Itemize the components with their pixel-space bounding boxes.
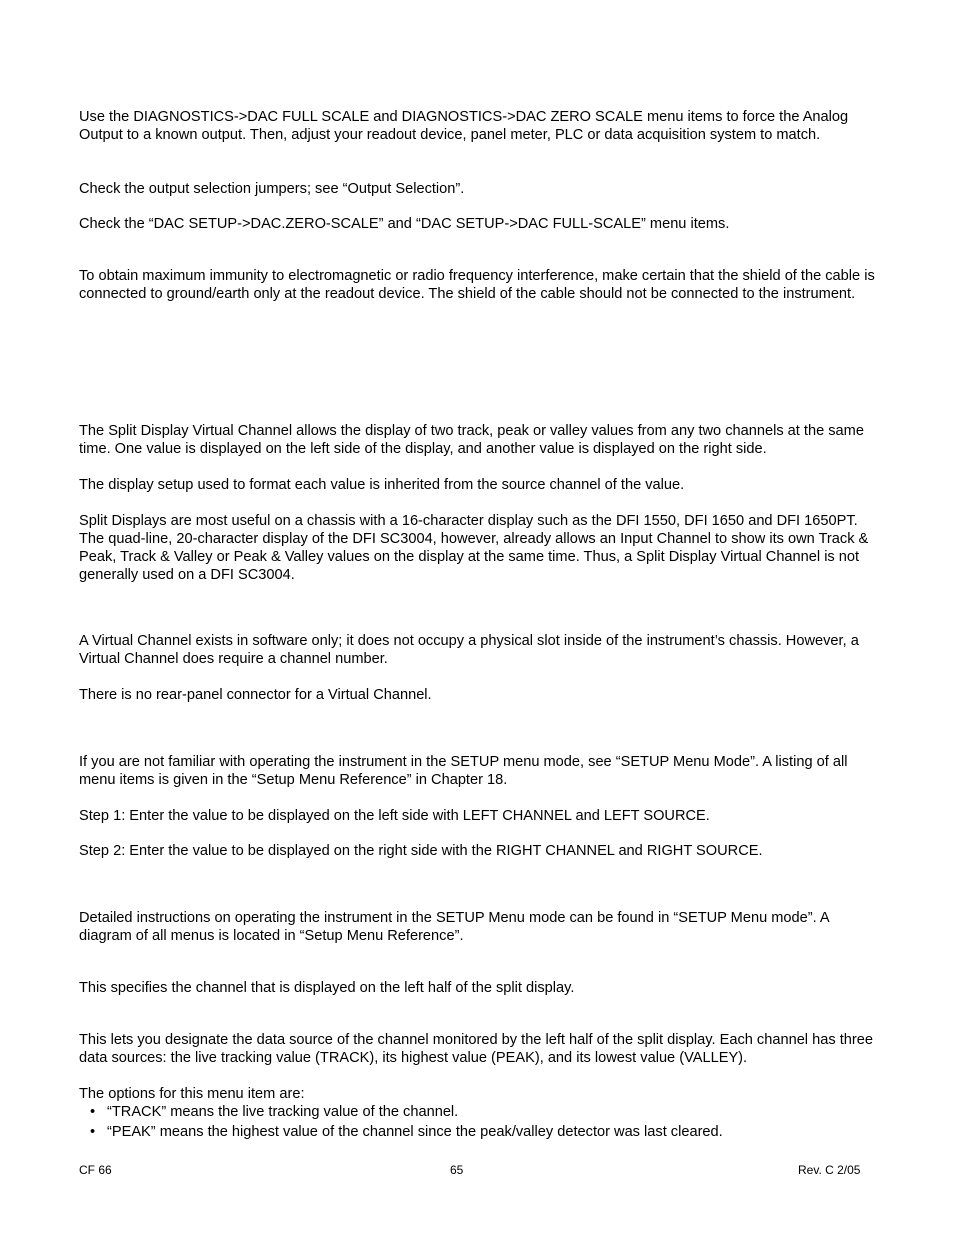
paragraph-display-setup: The display setup used to format each value is inherited from the source channel of the value.	[79, 477, 685, 493]
paragraph-options-intro: The options for this menu item are:	[79, 1086, 305, 1102]
list-item: • “TRACK” means the live tracking value of the channel.	[90, 1102, 897, 1122]
paragraph-left-source: This lets you designate the data source of the channel monitored by the left half of the split display. Each channel has three data sources: the live tracking value (TRACK), its highest value (PEAK), and its lowest value (VALLEY).	[79, 1032, 873, 1066]
paragraph-shield: To obtain maximum immunity to electromagnetic or radio frequency interference, make certain that the shield of the cable is connected to ground/earth only at the readout device. The shield of the cable should not be connected to the instrument.	[79, 268, 875, 302]
paragraph-dac-setup: Check the “DAC SETUP->DAC.ZERO-SCALE” and “DAC SETUP->DAC FULL-SCALE” menu items.	[79, 216, 730, 232]
paragraph-split-display-intro: The Split Display Virtual Channel allows the display of two track, peak or valley values from any two channels at the same time. One value is displayed on the left side of the display, and another value is displayed on the right side.	[79, 423, 864, 457]
paragraph-dac-scale: Use the DIAGNOSTICS->DAC FULL SCALE and DIAGNOSTICS->DAC ZERO SCALE menu items to force the Analog Output to a known output. Then, adjust your readout device, panel meter, PLC or data acquisition system to match.	[79, 109, 849, 143]
footer-page-number: 65	[450, 1163, 464, 1177]
footer-revision: Rev. C 2/05	[798, 1163, 861, 1177]
paragraph-setup-instructions: Detailed instructions on operating the instrument in the SETUP Menu mode can be found in “SETUP Menu mode”. A diagram of all menus is located in “Setup Menu Reference”.	[79, 910, 829, 944]
paragraph-step-2: Step 2: Enter the value to be displayed on the right side with the RIGHT CHANNEL and RIGHT SOURCE.	[79, 843, 763, 859]
paragraph-split-display-usage: Split Displays are most useful on a chassis with a 16-character display such as the DFI 1550, DFI 1650 and DFI 1650PT. The quad-line, 20-character display of the DFI SC3004, however, already allows an Input Channel to show its own Track & Peak, Track & Valley or Peak & Valley values on the display at the same time. Thus, a Split Display Virtual Channel is not generally used on a DFI SC3004.	[79, 513, 869, 583]
paragraph-virtual-channel: A Virtual Channel exists in software only; it does not occupy a physical slot inside of the instrument’s chassis. However, a Virtual Channel does require a channel number.	[79, 633, 859, 667]
paragraph-rear-panel: There is no rear-panel connector for a Virtual Channel.	[79, 687, 432, 703]
list-item: • “PEAK” means the highest value of the channel since the peak/valley detector was last cleared.	[90, 1122, 897, 1142]
footer-document-id: CF 66	[79, 1163, 112, 1177]
paragraph-setup-mode: If you are not familiar with operating the instrument in the SETUP menu mode, see “SETUP Menu Mode”. A listing of all menu items is given in the “Setup Menu Reference” in Chapter 18.	[79, 754, 848, 788]
paragraph-step-1: Step 1: Enter the value to be displayed on the left side with LEFT CHANNEL and LEFT SOURCE.	[79, 808, 710, 824]
paragraph-left-channel: This specifies the channel that is displayed on the left half of the split display.	[79, 980, 575, 996]
paragraph-output-selection: Check the output selection jumpers; see “Output Selection”.	[79, 181, 465, 197]
